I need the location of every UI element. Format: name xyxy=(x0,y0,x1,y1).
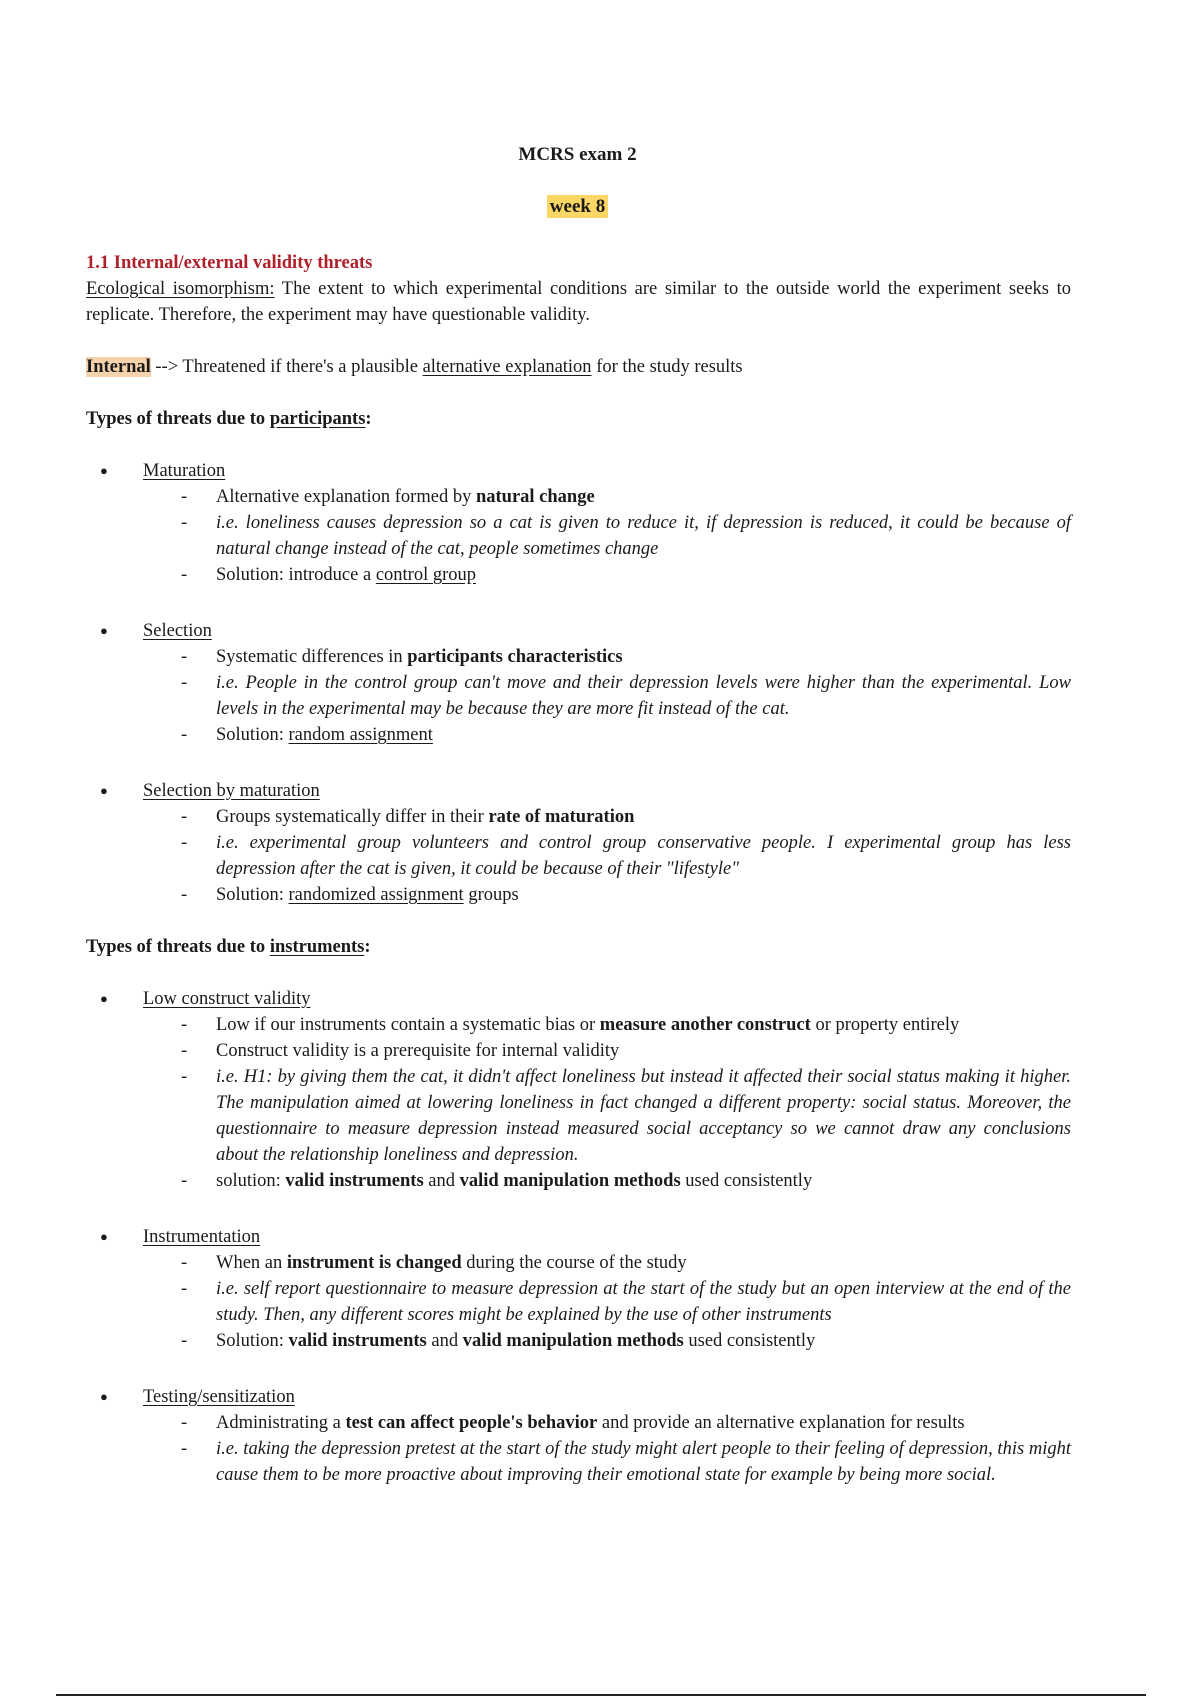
selmat-s3-u: randomized assignment xyxy=(288,885,464,905)
list-item xyxy=(143,562,1071,588)
selmat-title: Selection by maturation xyxy=(143,781,320,801)
selmat-s1-bold: rate of maturation xyxy=(488,807,635,827)
list-item: - Construct validity is a prerequisite for internal validity xyxy=(143,1038,1071,1064)
list-item: - i.e. taking the depression pretest at the start of the study might alert people to their feeling of depression, this might cause them to be more proactive about improving their emotional state for example by being more social. xyxy=(143,1436,1071,1488)
testing-s1-pre: Administrating a xyxy=(216,1413,346,1433)
list-item: - i.e. H1: by giving them the cat, it didn't affect loneliness but instead it affected their social status making it higher. The manipulation aimed at lowering loneliness in fact changed a different property: social status. Moreover, the questionnaire to measure depression instead measured social acceptancy so we cannot draw any conclusions about the relationship loneliness and depression. xyxy=(143,1064,1071,1168)
instr-s3-pre: Solution: xyxy=(216,1331,289,1351)
list-item xyxy=(143,1328,1071,1354)
list-item xyxy=(143,1410,1071,1436)
list-item xyxy=(143,644,1071,670)
selection-s3-u: random assignment xyxy=(288,725,433,745)
document-body xyxy=(86,250,1071,1488)
list-item xyxy=(143,1012,1071,1038)
list-item-selection-by-maturation xyxy=(86,778,1071,908)
list-item-selection xyxy=(86,618,1071,748)
list-item: - i.e. loneliness causes depression so a cat is given to reduce it, if depression is reduced, it could be because of natural change instead of the cat, people sometimes change xyxy=(143,510,1071,562)
alternative-explanation: alternative explanation xyxy=(422,357,592,377)
maturation-s1-pre: Alternative explanation formed by xyxy=(216,487,476,507)
lcv-s1-pre: Low if our instruments contain a systematic bias or xyxy=(216,1015,600,1035)
list-item xyxy=(143,1250,1071,1276)
internal-tail: for the study results xyxy=(591,357,743,377)
selection-s1-pre: Systematic differences in xyxy=(216,647,408,667)
instr-s3-mid: and xyxy=(426,1331,463,1351)
lcv-title: Low construct validity xyxy=(143,989,311,1009)
lcv-s1-bold: measure another construct xyxy=(599,1015,811,1035)
participants-heading-pre: Types of threats due to xyxy=(86,409,270,429)
instruments-heading-post: : xyxy=(364,937,371,957)
maturation-title: Maturation xyxy=(143,461,226,481)
testing-title: Testing/sensitization xyxy=(143,1387,295,1407)
lcv-s1-post: or property entirely xyxy=(810,1015,960,1035)
participants-heading-post: : xyxy=(365,409,372,429)
maturation-s3-pre: Solution: introduce a xyxy=(216,565,376,585)
instrument-threats-list xyxy=(86,986,1071,1488)
participants-heading xyxy=(86,406,1071,432)
list-item: - i.e. self report questionnaire to measure depression at the start of the study but an open interview at the end of the study. Then, any different scores might be explained by the use of other instruments xyxy=(143,1276,1071,1328)
list-item xyxy=(143,722,1071,748)
lcv-s4-b2: valid manipulation methods xyxy=(459,1171,681,1191)
bottom-divider xyxy=(56,1694,1146,1696)
lcv-s4-b1: valid instruments xyxy=(285,1171,424,1191)
selmat-s3-pre: Solution: xyxy=(216,885,289,905)
week-label xyxy=(0,196,1155,218)
selection-s3-pre: Solution: xyxy=(216,725,289,745)
maturation-s1-bold: natural change xyxy=(475,487,595,507)
testing-s1-post: and provide an alternative explanation for results xyxy=(597,1413,965,1433)
internal-paragraph xyxy=(86,354,1071,380)
instr-s1-post: during the course of the study xyxy=(461,1253,687,1273)
list-item-testing-sensitization xyxy=(86,1384,1071,1488)
eco-text: The extent to which experimental conditions are similar to the outside world the experiment seeks to replicate. Therefore, the experiment may have questionable validity. xyxy=(86,279,1071,325)
instr-title: Instrumentation xyxy=(143,1227,261,1247)
internal-label: Internal xyxy=(86,357,151,377)
internal-arrow-text: --> Threatened if there's a plausible xyxy=(150,357,423,377)
section-heading: 1.1 Internal/external validity threats xyxy=(86,253,373,273)
list-item xyxy=(143,484,1071,510)
instr-s3-post: used consistently xyxy=(683,1331,816,1351)
lcv-s4-mid: and xyxy=(423,1171,460,1191)
instruments-heading-u: instruments xyxy=(269,937,365,957)
list-item xyxy=(143,804,1071,830)
selection-s1-bold: participants characteristics xyxy=(407,647,623,667)
maturation-s3-u: control group xyxy=(375,565,476,585)
selmat-s1-pre: Groups systematically differ in their xyxy=(216,807,489,827)
instr-s1-bold: instrument is changed xyxy=(286,1253,462,1273)
participants-heading-u: participants xyxy=(269,409,366,429)
testing-s1-bold: test can affect people's behavior xyxy=(345,1413,598,1433)
selmat-s3-post: groups xyxy=(463,885,519,905)
list-item: - i.e. experimental group volunteers and control group conservative people. I experimental group has less depression after the cat is given, it could be because of their "lifestyle" xyxy=(143,830,1071,882)
instr-s3-b1: valid instruments xyxy=(288,1331,427,1351)
list-item-instrumentation xyxy=(86,1224,1071,1354)
list-item: - i.e. People in the control group can't move and their depression levels were higher than the experimental. Low levels in the experimental may be because they are more fit instead of the cat. xyxy=(143,670,1071,722)
instruments-heading xyxy=(86,934,1071,960)
ecological-isomorphism-paragraph xyxy=(86,276,1071,328)
list-item xyxy=(143,882,1071,908)
instr-s1-pre: When an xyxy=(216,1253,287,1273)
document-title: MCRS exam 2 xyxy=(518,144,637,165)
eco-term: Ecological isomorphism: xyxy=(86,279,275,299)
lcv-s4-post: used consistently xyxy=(680,1171,813,1191)
participant-threats-list xyxy=(86,458,1071,908)
list-item-maturation xyxy=(86,458,1071,588)
instr-s3-b2: valid manipulation methods xyxy=(462,1331,684,1351)
lcv-s4-pre: solution: xyxy=(216,1171,286,1191)
list-item xyxy=(143,1168,1071,1194)
list-item-low-construct-validity xyxy=(86,986,1071,1194)
week-highlight: week 8 xyxy=(547,195,608,218)
selection-title: Selection xyxy=(143,621,212,641)
instruments-heading-pre: Types of threats due to xyxy=(86,937,270,957)
